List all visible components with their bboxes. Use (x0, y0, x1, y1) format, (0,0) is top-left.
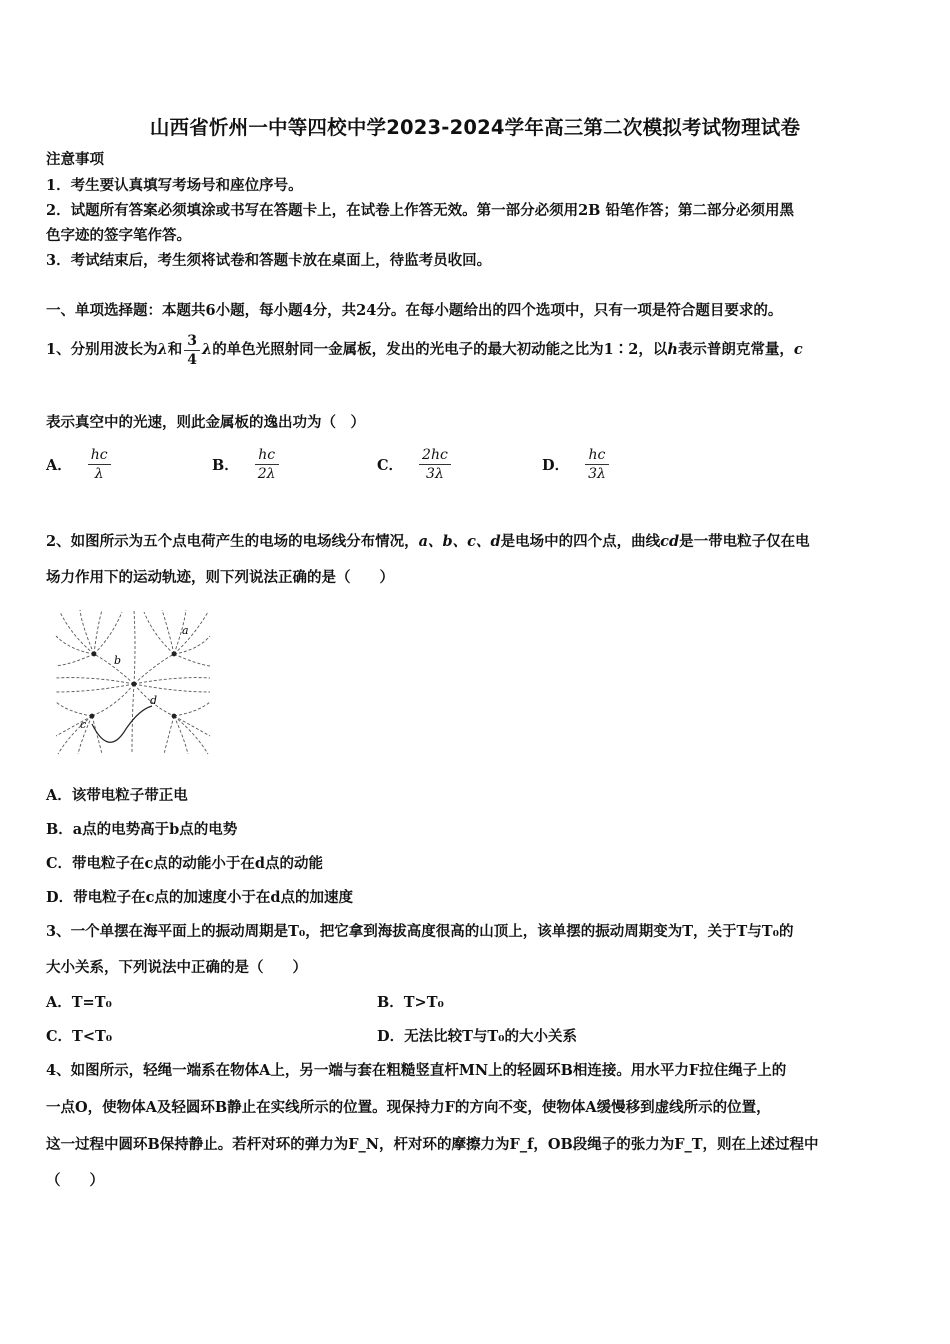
q1-option-b-num: hc (255, 446, 279, 465)
q1-option-d-frac (585, 446, 609, 483)
label-a: a (182, 624, 189, 637)
q1-option-a-label: A． (46, 457, 72, 474)
q2-text-b: 是电场中的四个点，曲线 (500, 533, 661, 550)
q1-option-a-frac (88, 446, 111, 483)
exam-title: 山西省忻州一中等四校中学2023-2024学年高三第二次模拟考试物理试卷 (149, 116, 801, 139)
q1-c: c (793, 341, 803, 358)
q1-option-a-num: hc (88, 446, 111, 465)
q2-text-c: 是一带电粒子仅在电 (679, 533, 810, 550)
q1-option-d-den: 3λ (588, 466, 606, 482)
q1-option-b-label: B． (212, 457, 239, 474)
q1-option-a[interactable] (46, 446, 113, 483)
question-2-line1 (46, 532, 810, 552)
q2-text-a: 2、如图所示为五个点电荷产生的电场的电场线分布情况， (46, 533, 419, 550)
q1-fraction (184, 332, 200, 369)
q3-option-d[interactable]: D．无法比较T与T₀的大小关系 (377, 1028, 578, 1045)
label-d: d (150, 694, 158, 707)
q2-option-b[interactable]: B．a点的电势高于b点的电势 (46, 821, 238, 838)
q1-option-b[interactable] (212, 446, 281, 483)
label-c: c (80, 718, 87, 731)
q1-option-d-label: D． (542, 457, 570, 474)
q1-option-d-num: hc (585, 446, 609, 465)
q3-option-c[interactable]: C．T<T₀ (46, 1028, 113, 1045)
q1-text-mid: 的单色光照射同一金属板，发出的光电子的最大初动能之比为1∶2，以 (212, 341, 668, 358)
q3-option-b[interactable]: B．T>T₀ (377, 994, 444, 1011)
q1-option-c-den: 3λ (426, 466, 444, 482)
q1-h: h (667, 341, 678, 358)
question-1-line2: 表示真空中的光速，则此金属板的逸出功为（ ） (46, 414, 365, 431)
q2-cd: cd (660, 533, 680, 550)
notice-item-2-cont: 色字迹的签字笔作答。 (46, 227, 191, 244)
q1-option-d[interactable] (542, 446, 611, 483)
question-2-line2: 场力作用下的运动轨迹，则下列说法正确的是（ ） (46, 569, 394, 586)
notice-heading: 注意事项 (46, 151, 104, 168)
notice-item-1: 1．考生要认真填写考场号和座位序号。 (46, 177, 303, 194)
electric-field-figure (52, 606, 214, 758)
question-3-line1: 3、一个单摆在海平面上的振动周期是T₀，把它拿到海拔高度很高的山顶上，该单摆的振动周期变为T，关于T与T₀的 (46, 923, 794, 940)
q1-text-mid2: 表示普朗克常量， (677, 341, 794, 358)
q1-option-b-den: 2λ (257, 466, 276, 482)
question-4-line2: 一点O，使物体A及轻圆环B静止在实线所示的位置。现保持力F的方向不变，使物体A缓慢移到虚线所示的位置， (46, 1099, 771, 1116)
q1-option-c-label: C． (377, 457, 404, 474)
q2-vars: a、b、c、d (418, 533, 501, 550)
particle-trajectory (92, 706, 152, 742)
notice-item-3: 3．考试结束后，考生须将试卷和答题卡放在桌面上，待监考员收回。 (46, 252, 492, 269)
label-b: b (114, 654, 122, 667)
notice-item-2: 2．试题所有答案必须填涂或书写在答题卡上，在试卷上作答无效。第一部分必须用2B 铅笔作答；第二部分必须用黑 (46, 202, 794, 219)
q1-option-c-num: 2hc (419, 446, 451, 465)
q1-lambda: λ (157, 341, 168, 358)
q3-option-a[interactable]: A．T=T₀ (46, 994, 112, 1011)
point-charges (90, 652, 177, 719)
q1-lambda-2: λ (202, 341, 213, 358)
q1-option-c[interactable] (377, 446, 453, 483)
q2-option-c[interactable]: C．带电粒子在c点的动能小于在d点的动能 (46, 855, 324, 872)
question-1-line1 (46, 330, 803, 370)
question-4-line4: （ ） (46, 1172, 104, 1189)
q1-option-b-frac (255, 446, 279, 483)
q1-option-c-frac (419, 446, 451, 483)
q1-option-a-den: λ (94, 466, 104, 482)
section-heading: 一、单项选择题：本题共6小题，每小题4分，共24分。在每小题给出的四个选项中，只有一项是符合题目要求的。 (46, 302, 783, 319)
q1-and: 和 (167, 341, 183, 358)
question-4-line3: 这一过程中圆环B保持静止。若杆对环的弹力为F_N，杆对环的摩擦力为F_f，OB段绳子的张力为F_T，则在上述过程中 (46, 1136, 819, 1153)
q2-option-a[interactable]: A．该带电粒子带正电 (46, 787, 188, 804)
question-3-line2: 大小关系，下列说法中正确的是（ ） (46, 959, 307, 976)
q1-frac-den: 4 (187, 351, 198, 368)
question-4-line1: 4、如图所示，轻绳一端系在物体A上，另一端与套在粗糙竖直杆MN上的轻圆环B相连接。用水平力F拉住绳子上的 (46, 1062, 787, 1079)
q2-option-d[interactable]: D．带电粒子在c点的加速度小于在d点的加速度 (46, 889, 354, 906)
q1-text: 1、分别用波长为 (46, 341, 158, 358)
q1-frac-num: 3 (184, 332, 200, 351)
